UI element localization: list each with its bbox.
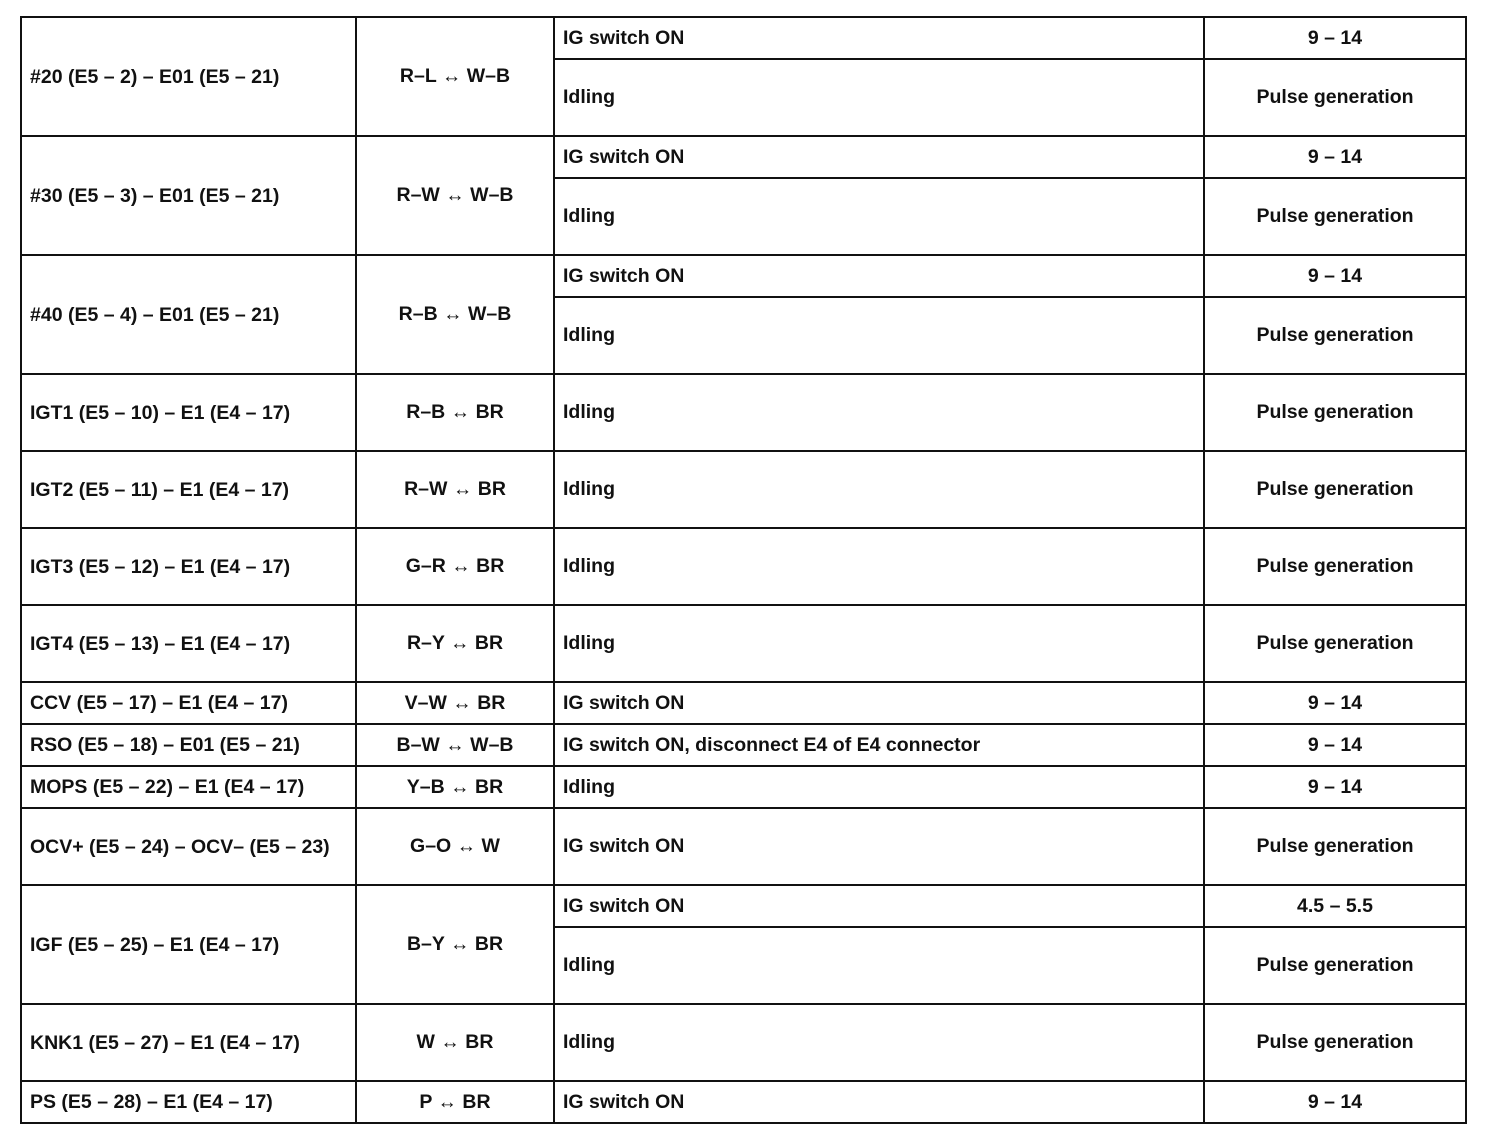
- condition-cell: Idling: [554, 605, 1204, 682]
- condition-cell: Idling: [554, 528, 1204, 605]
- condition-cell: IG switch ON: [554, 255, 1204, 297]
- condition-cell: Idling: [554, 374, 1204, 451]
- table-row: [21, 724, 1466, 766]
- terminal-cell: IGT2 (E5 – 11) – E1 (E4 – 17): [21, 451, 356, 528]
- condition-cell: IG switch ON: [554, 1081, 1204, 1123]
- table-row: [21, 885, 1466, 927]
- terminal-cell: #40 (E5 – 4) – E01 (E5 – 21): [21, 255, 356, 374]
- table-row: [21, 766, 1466, 808]
- spec-cell: 9 – 14: [1204, 17, 1466, 59]
- terminal-cell: IGT4 (E5 – 13) – E1 (E4 – 17): [21, 605, 356, 682]
- spec-cell: Pulse generation: [1204, 451, 1466, 528]
- spec-cell: 9 – 14: [1204, 766, 1466, 808]
- spec-cell: Pulse generation: [1204, 808, 1466, 885]
- table-row: [21, 255, 1466, 297]
- spec-cell: Pulse generation: [1204, 528, 1466, 605]
- condition-cell: Idling: [554, 297, 1204, 374]
- table-row: [21, 451, 1466, 528]
- terminal-cell: CCV (E5 – 17) – E1 (E4 – 17): [21, 682, 356, 724]
- condition-cell: IG switch ON: [554, 808, 1204, 885]
- spec-cell: 9 – 14: [1204, 136, 1466, 178]
- condition-cell: IG switch ON, disconnect E4 of E4 connector: [554, 724, 1204, 766]
- spec-cell: 9 – 14: [1204, 682, 1466, 724]
- wiring-color-cell: R–B ↔ BR: [356, 374, 554, 451]
- spec-cell: 9 – 14: [1204, 1081, 1466, 1123]
- spec-cell: 9 – 14: [1204, 255, 1466, 297]
- terminal-cell: #20 (E5 – 2) – E01 (E5 – 21): [21, 17, 356, 136]
- table-row: [21, 808, 1466, 885]
- wiring-color-cell: B–W ↔ W–B: [356, 724, 554, 766]
- terminal-cell: OCV+ (E5 – 24) – OCV– (E5 – 23): [21, 808, 356, 885]
- ecu-terminal-spec-table: [20, 16, 1467, 1124]
- spec-cell: Pulse generation: [1204, 178, 1466, 255]
- wiring-color-cell: R–W ↔ W–B: [356, 136, 554, 255]
- condition-cell: Idling: [554, 178, 1204, 255]
- condition-cell: IG switch ON: [554, 136, 1204, 178]
- wiring-color-cell: B–Y ↔ BR: [356, 885, 554, 1004]
- condition-cell: IG switch ON: [554, 682, 1204, 724]
- terminal-cell: PS (E5 – 28) – E1 (E4 – 17): [21, 1081, 356, 1123]
- terminal-cell: IGT3 (E5 – 12) – E1 (E4 – 17): [21, 528, 356, 605]
- table-row: [21, 136, 1466, 178]
- condition-cell: IG switch ON: [554, 885, 1204, 927]
- wiring-color-cell: Y–B ↔ BR: [356, 766, 554, 808]
- condition-cell: Idling: [554, 766, 1204, 808]
- wiring-color-cell: W ↔ BR: [356, 1004, 554, 1081]
- spec-cell: Pulse generation: [1204, 605, 1466, 682]
- wiring-color-cell: R–L ↔ W–B: [356, 17, 554, 136]
- wiring-color-cell: P ↔ BR: [356, 1081, 554, 1123]
- spec-cell: Pulse generation: [1204, 374, 1466, 451]
- condition-cell: Idling: [554, 1004, 1204, 1081]
- spec-cell: Pulse generation: [1204, 59, 1466, 136]
- table-row: [21, 682, 1466, 724]
- terminal-cell: #30 (E5 – 3) – E01 (E5 – 21): [21, 136, 356, 255]
- condition-cell: IG switch ON: [554, 17, 1204, 59]
- terminal-cell: IGT1 (E5 – 10) – E1 (E4 – 17): [21, 374, 356, 451]
- table-row: [21, 1081, 1466, 1123]
- terminal-cell: MOPS (E5 – 22) – E1 (E4 – 17): [21, 766, 356, 808]
- spec-cell: Pulse generation: [1204, 297, 1466, 374]
- wiring-color-cell: R–B ↔ W–B: [356, 255, 554, 374]
- condition-cell: Idling: [554, 451, 1204, 528]
- condition-cell: Idling: [554, 59, 1204, 136]
- wiring-color-cell: G–R ↔ BR: [356, 528, 554, 605]
- wiring-color-cell: G–O ↔ W: [356, 808, 554, 885]
- table-row: [21, 17, 1466, 59]
- spec-cell: 4.5 – 5.5: [1204, 885, 1466, 927]
- wiring-color-cell: V–W ↔ BR: [356, 682, 554, 724]
- terminal-cell: KNK1 (E5 – 27) – E1 (E4 – 17): [21, 1004, 356, 1081]
- table-row: [21, 605, 1466, 682]
- table-row: [21, 1004, 1466, 1081]
- table-row: [21, 374, 1466, 451]
- wiring-color-cell: R–Y ↔ BR: [356, 605, 554, 682]
- terminal-cell: RSO (E5 – 18) – E01 (E5 – 21): [21, 724, 356, 766]
- spec-cell: Pulse generation: [1204, 927, 1466, 1004]
- terminal-cell: IGF (E5 – 25) – E1 (E4 – 17): [21, 885, 356, 1004]
- table-row: [21, 528, 1466, 605]
- spec-cell: Pulse generation: [1204, 1004, 1466, 1081]
- wiring-color-cell: R–W ↔ BR: [356, 451, 554, 528]
- condition-cell: Idling: [554, 927, 1204, 1004]
- spec-cell: 9 – 14: [1204, 724, 1466, 766]
